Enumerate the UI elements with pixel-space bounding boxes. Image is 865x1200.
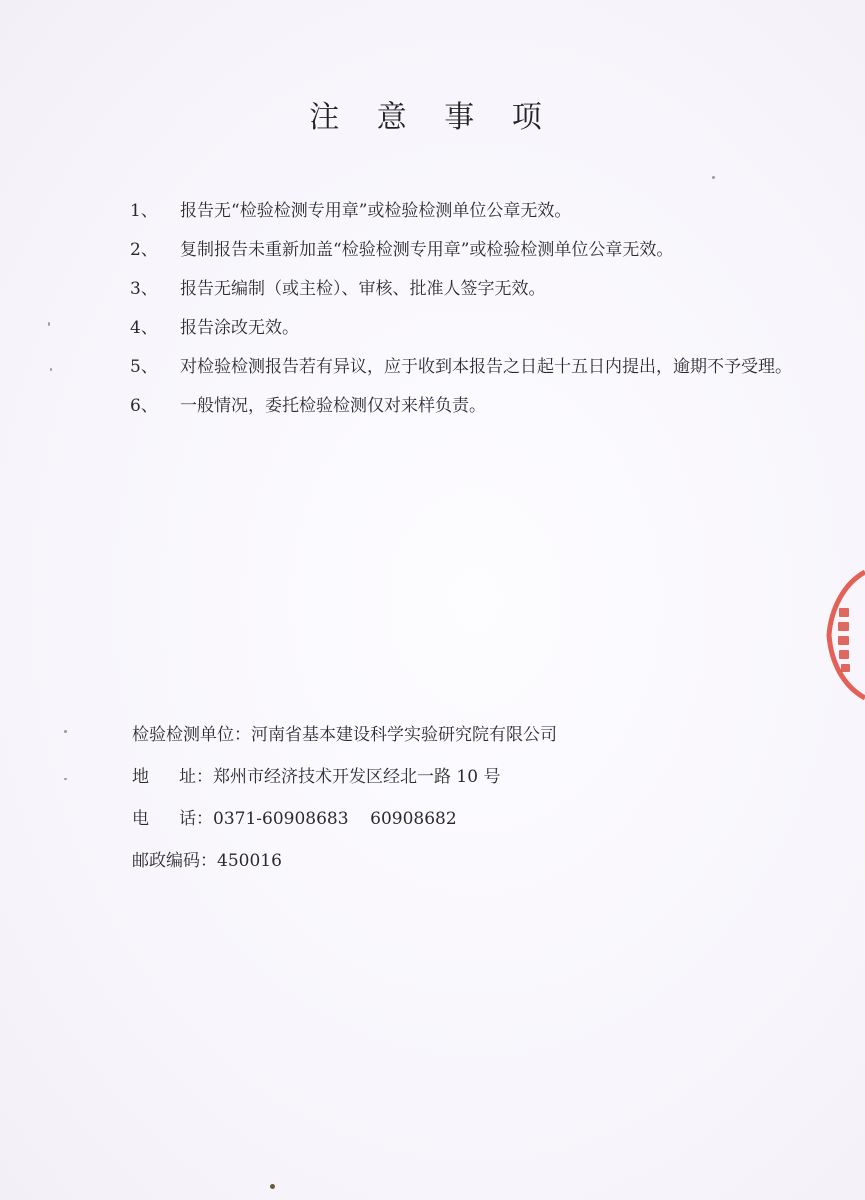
notice-item xyxy=(130,387,830,426)
notice-text: 报告无“检验检测专用章”或检验检测单位公章无效。 xyxy=(180,201,572,221)
postcode-row xyxy=(132,840,782,882)
official-seal-fragment xyxy=(813,570,865,700)
notice-number: 2、 xyxy=(130,240,158,260)
notice-text: 复制报告未重新加盖“检验检测专用章”或检验检测单位公章无效。 xyxy=(180,240,674,260)
scan-speck xyxy=(50,368,52,371)
phone-row xyxy=(132,798,782,840)
scan-speck xyxy=(64,730,67,733)
notice-number: 4、 xyxy=(130,318,158,338)
address-row xyxy=(132,756,782,798)
notice-number: 1、 xyxy=(130,201,158,221)
notice-number: 5、 xyxy=(130,357,158,377)
notice-list xyxy=(130,192,830,426)
scan-speck xyxy=(48,322,50,326)
notice-item xyxy=(130,270,830,309)
address-label: 地 xyxy=(132,767,179,787)
contact-block xyxy=(132,714,782,882)
address-value: 郑州市经济技术开发区经北一路 10 号 xyxy=(213,767,501,787)
notice-item xyxy=(130,309,830,348)
postcode-value: 450016 xyxy=(217,851,282,871)
notice-item xyxy=(130,192,830,231)
page-title: 注 意 事 项 xyxy=(309,100,556,135)
phone-label-suffix: 话： xyxy=(179,809,213,829)
unit-label: 检验检测单位： xyxy=(132,725,251,745)
notice-item xyxy=(130,348,830,387)
notice-text: 报告涂改无效。 xyxy=(180,318,299,338)
phone-value: 0371-60908683 60908682 xyxy=(213,809,457,829)
notice-text: 一般情况，委托检验检测仅对来样负责。 xyxy=(180,396,486,416)
scan-speck xyxy=(64,778,67,780)
address-label-suffix: 址： xyxy=(179,767,213,787)
scan-speck xyxy=(270,1184,275,1189)
unit-value: 河南省基本建设科学实验研究院有限公司 xyxy=(251,725,557,745)
notice-text: 对检验检测报告若有异议，应于收到本报告之日起十五日内提出，逾期不予受理。 xyxy=(180,357,792,377)
notice-item xyxy=(130,231,830,270)
notice-text: 报告无编制（或主检）、审核、批准人签字无效。 xyxy=(180,279,546,299)
postcode-label: 邮政编码： xyxy=(132,851,217,871)
notice-number: 3、 xyxy=(130,279,158,299)
unit-row xyxy=(132,714,782,756)
phone-label: 电 xyxy=(132,809,179,829)
notice-number: 6、 xyxy=(130,396,158,416)
scan-speck xyxy=(712,176,715,179)
